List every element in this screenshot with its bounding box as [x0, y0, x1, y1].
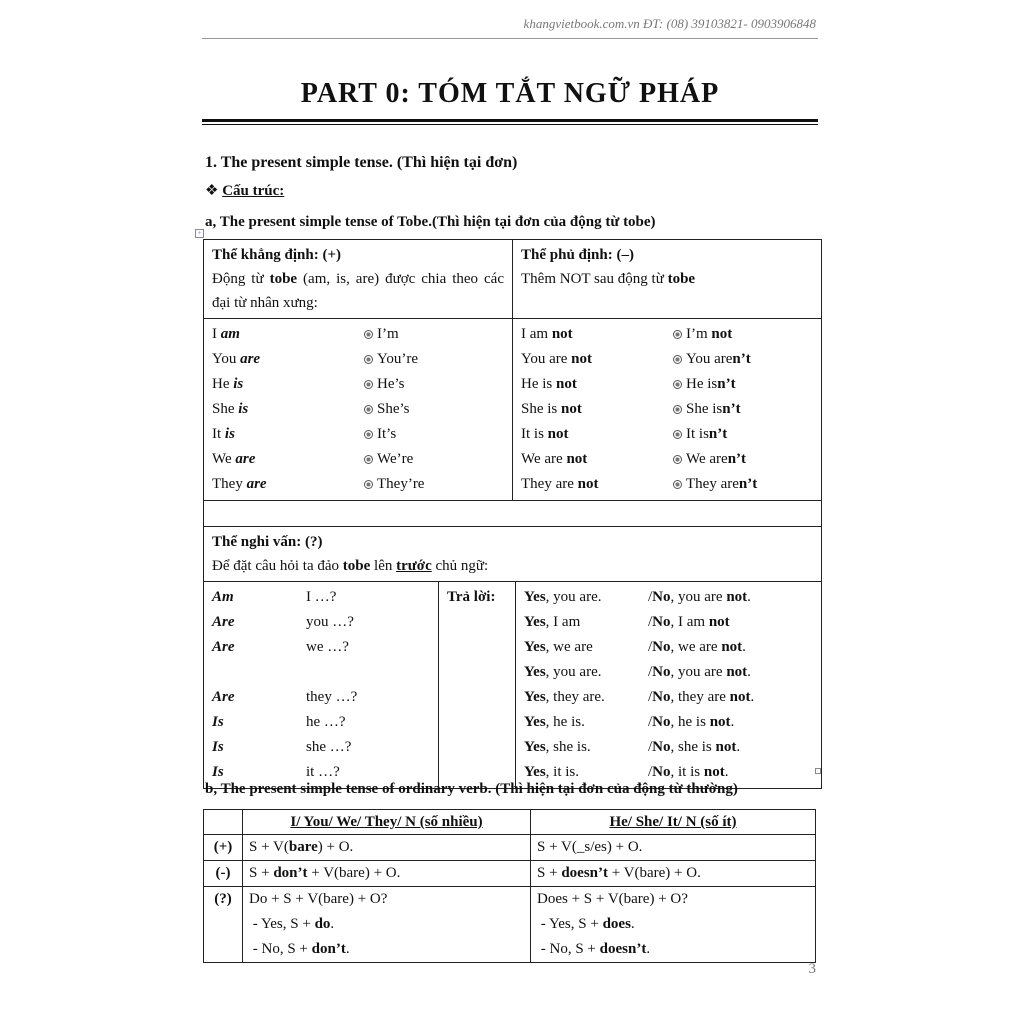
- contraction: n’t: [717, 376, 736, 392]
- circle-bullet-icon: [364, 330, 373, 339]
- answer-no: /No, it is not.: [648, 764, 729, 780]
- contraction: n’t: [727, 451, 747, 467]
- not-word: not: [709, 714, 731, 730]
- answer-no: /No, we are not.: [648, 639, 746, 655]
- sign-cell: (?): [204, 887, 243, 963]
- negative-full: It is not: [521, 426, 569, 442]
- affirmative-cell: [204, 240, 513, 319]
- verb-left-cell: S + don’t + V(bare) + O.: [243, 861, 531, 887]
- negative-row: [521, 397, 813, 422]
- answer-yes: Yes, I am: [524, 614, 581, 630]
- answer-row: [524, 635, 813, 660]
- circle-bullet-icon: [364, 430, 373, 439]
- question-row: [212, 660, 430, 685]
- not-word: not: [551, 326, 573, 342]
- affirmative-full: She is: [212, 401, 249, 417]
- no-word: No: [652, 639, 671, 655]
- not-word: not: [715, 739, 737, 755]
- negative-row: [521, 347, 813, 372]
- question-verb: Is: [212, 764, 224, 780]
- page-number: 3: [808, 961, 816, 977]
- emph: doesn’t: [561, 865, 608, 881]
- yes-word: Yes: [524, 739, 546, 755]
- verb: am: [220, 326, 240, 342]
- question-rest: she …?: [306, 739, 352, 755]
- question-row: [212, 585, 430, 610]
- negative-row: [521, 422, 813, 447]
- question-rest: he …?: [306, 714, 346, 730]
- negative-desc: Thêm NOT sau động từ tobe: [521, 271, 696, 287]
- negative-row: [521, 447, 813, 472]
- affirmative-short: We’re: [364, 447, 504, 472]
- no-word: No: [652, 664, 671, 680]
- answer-no: /No, I am not: [648, 614, 730, 630]
- yes-word: Yes: [524, 589, 546, 605]
- negative-short: He isn’t: [673, 372, 813, 397]
- contraction: n’t: [732, 351, 751, 367]
- negative-full: You are not: [521, 351, 592, 367]
- affirmative-desc: Động từ tobe (am, is, are) được chia theo các đại từ nhân xưng:: [212, 271, 504, 311]
- not-word: not: [726, 664, 748, 680]
- verb: are: [240, 351, 261, 367]
- affirmative-short: They’re: [364, 472, 504, 497]
- question-row: [212, 635, 430, 660]
- affirmative-full: It is: [212, 426, 235, 442]
- affirmative-short: She’s: [364, 397, 504, 422]
- page-header: khangvietbook.com.vn ĐT: (08) 39103821- 0903906848: [523, 16, 816, 31]
- diamond-bullet-icon: ❖: [205, 183, 219, 199]
- verb-row: [204, 861, 816, 887]
- circle-bullet-icon: [673, 380, 682, 389]
- circle-bullet-icon: [673, 330, 682, 339]
- question-answer-cell: [204, 582, 822, 789]
- tobe-table: [203, 239, 822, 789]
- interrogative-heading: Thể nghi vấn: (?): [212, 534, 323, 550]
- negative-full: We are not: [521, 451, 588, 467]
- table-resize-handle-icon[interactable]: [815, 768, 821, 774]
- question-verb: Are: [212, 689, 235, 705]
- question-verb: Is: [212, 714, 224, 730]
- no-word: No: [652, 614, 671, 630]
- answer-no: /No, she is not.: [648, 739, 741, 755]
- question-verb: [212, 660, 306, 685]
- circle-bullet-icon: [364, 380, 373, 389]
- table-move-handle-icon[interactable]: +: [195, 229, 204, 238]
- part-a-heading: a, The present simple tense of Tobe.(Thì hiện tại đơn của động từ tobe): [205, 214, 656, 230]
- negative-short: I’m not: [673, 322, 813, 347]
- question-row: [212, 610, 430, 635]
- answer-row: [524, 660, 813, 685]
- affirmative-short: He’s: [364, 372, 504, 397]
- negative-row: [521, 322, 813, 347]
- affirmative-row: [212, 347, 504, 372]
- sign-cell: (-): [204, 861, 243, 887]
- question-rest: we …?: [306, 639, 349, 655]
- not-word: not: [561, 401, 582, 417]
- yes-word: Yes: [524, 764, 546, 780]
- yes-word: Yes: [524, 614, 546, 630]
- circle-bullet-icon: [673, 480, 682, 489]
- answer-row: [524, 610, 813, 635]
- negative-row: [521, 372, 813, 397]
- question-verb: Are: [212, 639, 235, 655]
- circle-bullet-icon: [673, 355, 682, 364]
- yes-word: Yes: [524, 714, 546, 730]
- answer-yes: Yes, they are.: [524, 689, 605, 705]
- part-b-heading: b, The present simple tense of ordinary verb. (Thì hiện tại đơn của động từ thường): [205, 781, 738, 797]
- affirmative-row: [212, 322, 504, 347]
- negative-heading: Thể phủ định: (–): [521, 247, 634, 263]
- answer-label-col: [439, 582, 516, 788]
- verb: is: [233, 376, 244, 392]
- not-word: not: [566, 451, 588, 467]
- answer-row: [524, 735, 813, 760]
- affirmative-forms-cell: [204, 319, 513, 501]
- circle-bullet-icon: [364, 480, 373, 489]
- affirmative-row: [212, 422, 504, 447]
- page-title: PART 0: TÓM TẮT NGỮ PHÁP: [300, 78, 720, 109]
- answer-yes: Yes, she is.: [524, 739, 591, 755]
- not-word: not: [571, 351, 592, 367]
- title-rule: [202, 119, 818, 122]
- verb: are: [235, 451, 256, 467]
- verb-row: [204, 835, 816, 861]
- answer-label: Trả lời:: [447, 589, 496, 605]
- affirmative-short: I’m: [364, 322, 504, 347]
- section-heading: 1. The present simple tense. (Thì hiện tại đơn): [205, 154, 518, 171]
- question-row: [212, 685, 430, 710]
- circle-bullet-icon: [673, 455, 682, 464]
- verb: is: [238, 401, 249, 417]
- spacer-row: [204, 501, 822, 527]
- negative-full: He is not: [521, 376, 577, 392]
- interrogative-cell: [204, 527, 822, 582]
- not-word: not: [708, 614, 730, 630]
- answer-yes: Yes, we are: [524, 639, 593, 655]
- question-verb: Are: [212, 614, 235, 630]
- negative-cell: [513, 240, 822, 319]
- question-verb: Am: [212, 589, 234, 605]
- no-word: No: [652, 739, 671, 755]
- contraction: n’t: [738, 476, 758, 492]
- affirmative-full: We are: [212, 451, 256, 467]
- verb-left-cell: S + V(bare) + O.: [243, 835, 531, 861]
- questions-col: [204, 582, 439, 788]
- verb-right-cell: S + V(_s/es) + O.: [531, 835, 816, 861]
- header-rule: [202, 38, 818, 39]
- affirmative-full: They are: [212, 476, 267, 492]
- affirmative-full: He is: [212, 376, 244, 392]
- question-verb: Is: [212, 739, 224, 755]
- question-right-cell: Does + S + V(bare) + O? - Yes, S + does. - No, S + doesn’t.: [531, 887, 816, 963]
- circle-bullet-icon: [673, 405, 682, 414]
- answer-row: [524, 710, 813, 735]
- affirmative-row: [212, 472, 504, 497]
- no-word: No: [652, 714, 671, 730]
- contraction: n’t: [708, 426, 728, 442]
- sign-cell: (+): [204, 835, 243, 861]
- negative-full: They are not: [521, 476, 599, 492]
- affirmative-full: You are: [212, 351, 261, 367]
- not-word: not: [547, 426, 569, 442]
- no-word: No: [652, 764, 671, 780]
- yes-word: Yes: [524, 664, 546, 680]
- question-rest: you …?: [306, 614, 354, 630]
- interrogative-desc: Để đặt câu hỏi ta đảo tobe lên trước chủ ngữ:: [212, 558, 489, 574]
- affirmative-short: It’s: [364, 422, 504, 447]
- question-row: [212, 710, 430, 735]
- emph: don’t: [273, 865, 308, 881]
- not-word: not: [721, 639, 743, 655]
- negative-short: They aren’t: [673, 472, 813, 497]
- affirmative-full: I am: [212, 326, 240, 342]
- affirmative-short: You’re: [364, 347, 504, 372]
- question-rest: they …?: [306, 689, 358, 705]
- answer-no: /No, they are not.: [648, 689, 755, 705]
- question-rest: I …?: [306, 589, 337, 605]
- circle-bullet-icon: [673, 430, 682, 439]
- no-word: No: [652, 689, 671, 705]
- contraction: not: [711, 326, 733, 342]
- verb-table: [203, 809, 816, 963]
- verb-head-left: I/ You/ We/ They/ N (số nhiều): [243, 810, 531, 835]
- answer-yes: Yes, you are.: [524, 589, 602, 605]
- negative-full: She is not: [521, 401, 582, 417]
- answer-no: /No, you are not.: [648, 589, 751, 605]
- circle-bullet-icon: [364, 455, 373, 464]
- affirmative-heading: Thể khẳng định: (+): [212, 247, 342, 263]
- title-rule-thin: [202, 124, 818, 125]
- negative-short: It isn’t: [673, 422, 813, 447]
- circle-bullet-icon: [364, 405, 373, 414]
- no-word: No: [652, 589, 671, 605]
- yes-word: Yes: [524, 689, 546, 705]
- verb: are: [246, 476, 267, 492]
- yes-word: Yes: [524, 639, 546, 655]
- answer-yes: Yes, it is.: [524, 764, 580, 780]
- affirmative-row: [212, 447, 504, 472]
- circle-bullet-icon: [364, 355, 373, 364]
- not-word: not: [703, 764, 725, 780]
- negative-short: You aren’t: [673, 347, 813, 372]
- answer-yes: Yes, he is.: [524, 714, 585, 730]
- question-rest: it …?: [306, 764, 340, 780]
- not-word: not: [577, 476, 599, 492]
- not-word: not: [556, 376, 577, 392]
- affirmative-row: [212, 372, 504, 397]
- verb-head-right: He/ She/ It/ N (số ít): [531, 810, 816, 835]
- negative-full: I am not: [521, 326, 573, 342]
- negative-short: We aren’t: [673, 447, 813, 472]
- affirmative-row: [212, 397, 504, 422]
- not-word: not: [726, 589, 748, 605]
- negative-short: She isn’t: [673, 397, 813, 422]
- answer-row: [524, 685, 813, 710]
- structure-heading: [205, 181, 284, 200]
- verb-right-cell: S + doesn’t + V(bare) + O.: [531, 861, 816, 887]
- emph: bare: [288, 839, 318, 855]
- answers-col: [516, 582, 822, 788]
- contraction: n’t: [722, 401, 741, 417]
- answer-no: /No, he is not.: [648, 714, 735, 730]
- negative-row: [521, 472, 813, 497]
- not-word: not: [729, 689, 751, 705]
- structure-label: Cấu trúc:: [222, 183, 285, 199]
- answer-no: /No, you are not.: [648, 664, 751, 680]
- answer-row: [524, 585, 813, 610]
- negative-forms-cell: [513, 319, 822, 501]
- answer-yes: Yes, you are.: [524, 664, 602, 680]
- question-left-cell: Do + S + V(bare) + O? - Yes, S + do. - No, S + don’t.: [243, 887, 531, 963]
- question-row: [212, 735, 430, 760]
- verb: is: [224, 426, 235, 442]
